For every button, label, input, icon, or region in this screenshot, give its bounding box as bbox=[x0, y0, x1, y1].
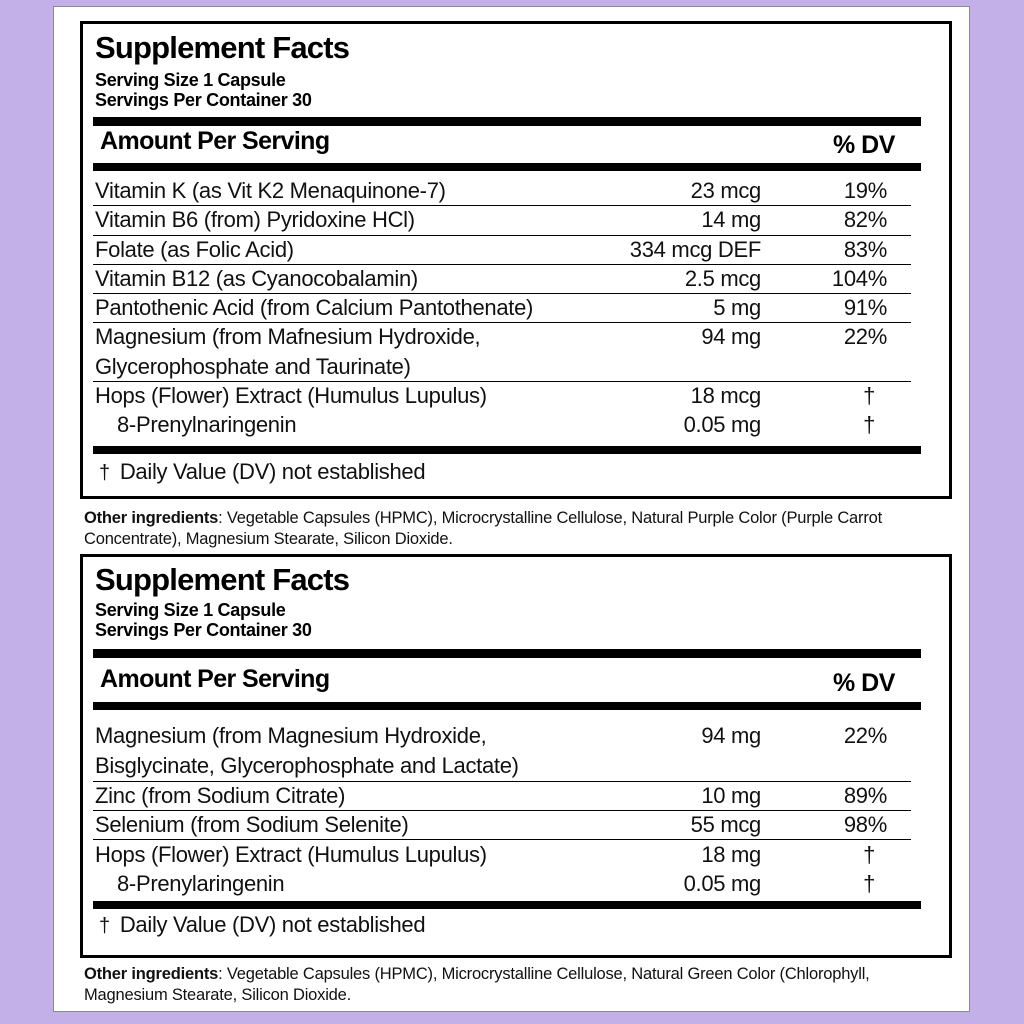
footnote bbox=[99, 459, 425, 485]
nutrient-name: Pantothenic Acid (from Calcium Pantothenate) bbox=[95, 295, 534, 320]
nutrient-name: Selenium (from Sodium Selenite) bbox=[95, 812, 409, 837]
dagger-symbol: † bbox=[863, 871, 875, 896]
nutrient-amount: 18 mg bbox=[701, 842, 761, 867]
nutrient-dv: 19% bbox=[843, 178, 887, 203]
amount-per-serving-header: Amount Per Serving bbox=[100, 127, 330, 155]
nutrient-amount: 55 mcg bbox=[690, 812, 761, 837]
dagger-symbol: † bbox=[863, 383, 875, 408]
other-ingredients-1 bbox=[84, 508, 944, 550]
nutrient-name-line-1: Magnesium (from Mafnesium Hydroxide, bbox=[95, 324, 481, 349]
nutrient-amount: 94 mg bbox=[701, 324, 761, 349]
nutrient-name-line-1: Magnesium (from Magnesium Hydroxide, bbox=[95, 723, 487, 748]
nutrient-amount: 2.5 mcg bbox=[684, 266, 761, 291]
nutrient-dv: 104% bbox=[831, 266, 887, 291]
nutrient-name-line-2: Glycerophosphate and Taurinate) bbox=[95, 354, 411, 379]
nutrient-name: 8-Prenylaringenin bbox=[117, 871, 285, 896]
thick-divider bbox=[93, 117, 921, 126]
nutrient-amount: 5 mg bbox=[713, 295, 761, 320]
footnote-text: Daily Value (DV) not established bbox=[119, 459, 426, 484]
supplement-facts-panel-1 bbox=[80, 21, 952, 499]
other-ingredients-2 bbox=[84, 964, 944, 1006]
nutrient-name: Folate (as Folic Acid) bbox=[95, 237, 294, 262]
thick-divider bbox=[93, 702, 921, 710]
nutrient-name: Zinc (from Sodium Citrate) bbox=[95, 783, 346, 808]
dagger-symbol: † bbox=[863, 412, 875, 437]
serving-size: Serving Size 1 Capsule bbox=[95, 600, 286, 620]
dagger-symbol: † bbox=[99, 462, 110, 484]
nutrient-amount: 18 mcg bbox=[690, 383, 761, 408]
dagger-symbol: † bbox=[99, 915, 110, 937]
nutrient-dv: 89% bbox=[843, 783, 887, 808]
nutrient-dv: 82% bbox=[843, 207, 887, 232]
servings-per-container: Servings Per Container 30 bbox=[95, 620, 312, 640]
nutrient-name: Hops (Flower) Extract (Humulus Lupulus) bbox=[95, 842, 487, 867]
nutrient-amount: 0.05 mg bbox=[683, 412, 761, 437]
dv-header: % DV bbox=[833, 131, 895, 159]
other-ingredients-text: : Vegetable Capsules (HPMC), Microcrystalline Cellulose, Natural Green Color (Chlorophyll, Magnesium Stearate, Silicon Dioxide. bbox=[84, 965, 870, 1004]
nutrient-dv: 83% bbox=[843, 237, 887, 262]
nutrient-amount: 0.05 mg bbox=[683, 871, 761, 896]
nutrient-name: Vitamin K (as Vit K2 Menaquinone-7) bbox=[95, 178, 446, 203]
other-ingredients-label: Other ingredients bbox=[84, 965, 219, 983]
nutrient-amount: 14 mg bbox=[701, 207, 761, 232]
nutrient-name: 8-Prenylnaringenin bbox=[117, 412, 297, 437]
servings-per-container: Servings Per Container 30 bbox=[95, 90, 312, 110]
nutrient-amount: 10 mg bbox=[701, 783, 761, 808]
other-ingredients-text: : Vegetable Capsules (HPMC), Microcrystalline Cellulose, Natural Purple Color (Purple Carrot Concentrate), Magnesium Stearate, Silicon Dioxide. bbox=[84, 509, 882, 548]
panel-title: Supplement Facts bbox=[95, 30, 350, 65]
footnote bbox=[99, 912, 425, 938]
supplement-facts-panel-2 bbox=[80, 554, 952, 958]
thick-divider bbox=[93, 163, 921, 171]
other-ingredients-label: Other ingredients bbox=[84, 509, 219, 527]
nutrient-amount: 334 mcg DEF bbox=[629, 237, 761, 262]
dv-header: % DV bbox=[833, 669, 895, 697]
nutrient-name: Vitamin B12 (as Cyanocobalamin) bbox=[95, 266, 418, 291]
thick-divider bbox=[93, 901, 921, 909]
nutrient-amount: 94 mg bbox=[701, 723, 761, 748]
thick-divider bbox=[93, 446, 921, 454]
nutrient-amount: 23 mcg bbox=[690, 178, 761, 203]
nutrient-dv: 91% bbox=[843, 295, 887, 320]
dagger-symbol: † bbox=[863, 842, 875, 867]
nutrient-name-line-2: Bisglycinate, Glycerophosphate and Lactate) bbox=[95, 753, 519, 778]
panel-title: Supplement Facts bbox=[95, 562, 350, 597]
thick-divider bbox=[93, 649, 921, 658]
serving-size: Serving Size 1 Capsule bbox=[95, 70, 286, 90]
nutrient-dv: 98% bbox=[843, 812, 887, 837]
nutrient-name: Hops (Flower) Extract (Humulus Lupulus) bbox=[95, 383, 487, 408]
nutrient-dv: 22% bbox=[843, 324, 887, 349]
nutrient-dv: 22% bbox=[843, 723, 887, 748]
nutrient-name: Vitamin B6 (from) Pyridoxine HCl) bbox=[95, 207, 415, 232]
amount-per-serving-header: Amount Per Serving bbox=[100, 665, 330, 693]
footnote-text: Daily Value (DV) not established bbox=[119, 912, 426, 937]
